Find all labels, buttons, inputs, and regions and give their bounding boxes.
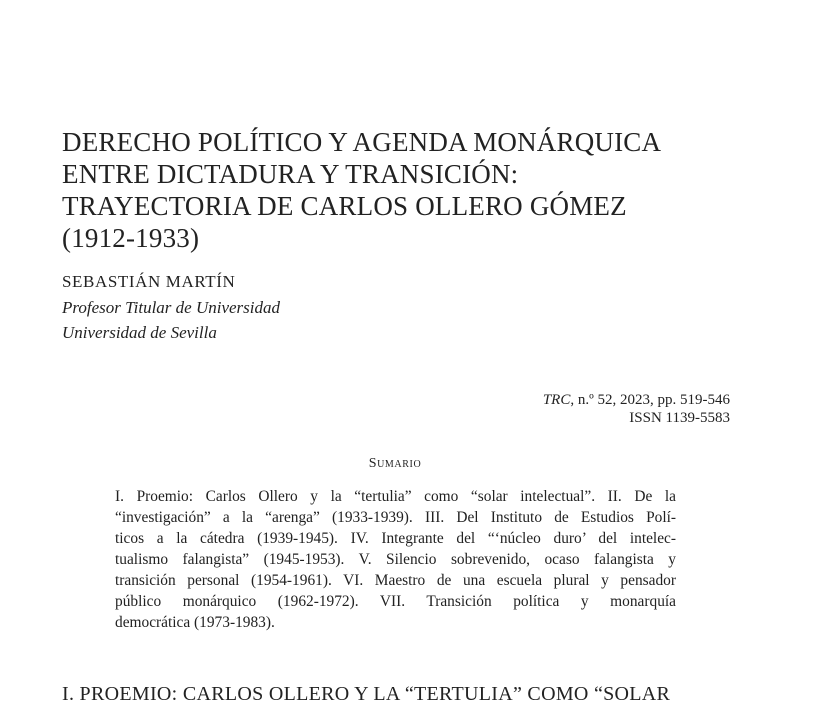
summary-line: I. Proemio: Carlos Ollero y la “tertulia” como “solar intelectual”. II. De la [115,488,676,505]
summary-line: “investigación” a la “arenga” (1933-1939). III. Del Instituto de Estudios Polí- [115,509,676,526]
citation-line [543,391,730,409]
title-line: (1912-1933) [62,223,200,253]
summary-text [115,486,676,633]
summary-line: transición personal (1954-1961). VI. Maestro de una escuela plural y pensador [115,572,676,589]
summary-line: democrática (1973-1983). [115,614,275,631]
citation-block [543,391,730,427]
title-line: TRAYECTORIA DE CARLOS OLLERO GÓMEZ [62,191,627,221]
section-heading: I. PROEMIO: CARLOS OLLERO Y LA “TERTULIA” COMO “SOLAR [62,683,671,705]
title-line: DERECHO POLÍTICO Y AGENDA MONÁRQUICA [62,127,662,157]
article-title [62,126,762,254]
author-position: Profesor Titular de Universidad [62,298,281,317]
citation-details: , n.º 52, 2023, pp. 519-546 [570,392,730,408]
title-line: ENTRE DICTADURA Y TRANSICIÓN: [62,159,519,189]
author-institution: Universidad de Sevilla [62,323,217,342]
issn: ISSN 1139-5583 [629,410,730,426]
summary-heading: Sumario [368,456,422,471]
summary-line: ticos a la cátedra (1939-1945). IV. Integrante del “‘núcleo duro’ del intelec- [115,530,676,547]
summary-line: tualismo falangista” (1945-1953). V. Silencio sobrevenido, ocaso falangista y [115,551,676,568]
summary-line: público monárquico (1962-1972). VII. Transición política y monarquía [115,593,676,610]
journal-abbreviation: TRC [542,392,571,408]
author-name: SEBASTIÁN MARTÍN [62,272,236,291]
